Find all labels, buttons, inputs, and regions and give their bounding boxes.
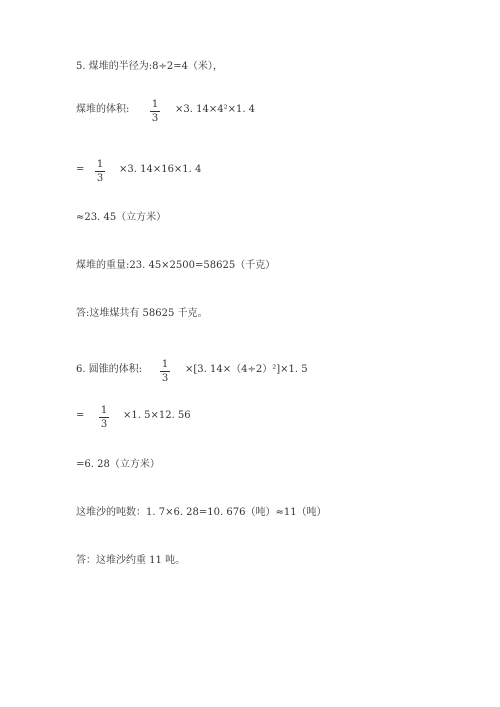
fraction-denominator: 3 xyxy=(151,113,159,124)
fraction-denominator: 3 xyxy=(161,373,169,384)
answer-line: 答:这堆煤共有 58625 千克。 xyxy=(76,308,208,319)
weight-line: 煤堆的重量:23. 45×2500=58625（千克） xyxy=(76,260,276,271)
fraction-numerator: 1 xyxy=(151,99,159,110)
fraction-one-third xyxy=(150,99,160,124)
volume-label: 6. 圆锥的体积: xyxy=(76,364,143,375)
fraction-numerator: 1 xyxy=(100,405,108,416)
fraction-numerator: 1 xyxy=(96,159,104,170)
volume-label: 煤堆的体积: xyxy=(76,104,130,115)
fraction-denominator: 3 xyxy=(96,173,104,184)
fraction-one-third xyxy=(160,359,170,384)
volume-expression: ×[3. 14×（4÷2）²]×1. 5 xyxy=(185,364,308,375)
equals-sign: = xyxy=(76,410,85,421)
fraction-one-third xyxy=(99,405,109,430)
radius-line: 5. 煤堆的半径为:8÷2=4（米）， xyxy=(76,61,223,72)
fraction-denominator: 3 xyxy=(100,419,108,430)
answer-line: 答：这堆沙约重 11 吨。 xyxy=(76,555,186,566)
step2-expression: ×1. 5×12. 56 xyxy=(123,410,191,421)
approx-volume-line: ≈23. 45（立方米） xyxy=(76,212,167,223)
approx-volume-line: =6. 28（立方米） xyxy=(76,459,160,470)
fraction-numerator: 1 xyxy=(161,359,169,370)
step2-expression: ×3. 14×16×1. 4 xyxy=(119,164,202,175)
equals-sign: = xyxy=(76,164,85,175)
tons-line: 这堆沙的吨数：1. 7×6. 28=10. 676（吨）≈11（吨） xyxy=(76,507,327,518)
volume-expression: ×3. 14×4²×1. 4 xyxy=(175,104,256,115)
fraction-one-third xyxy=(95,159,105,184)
